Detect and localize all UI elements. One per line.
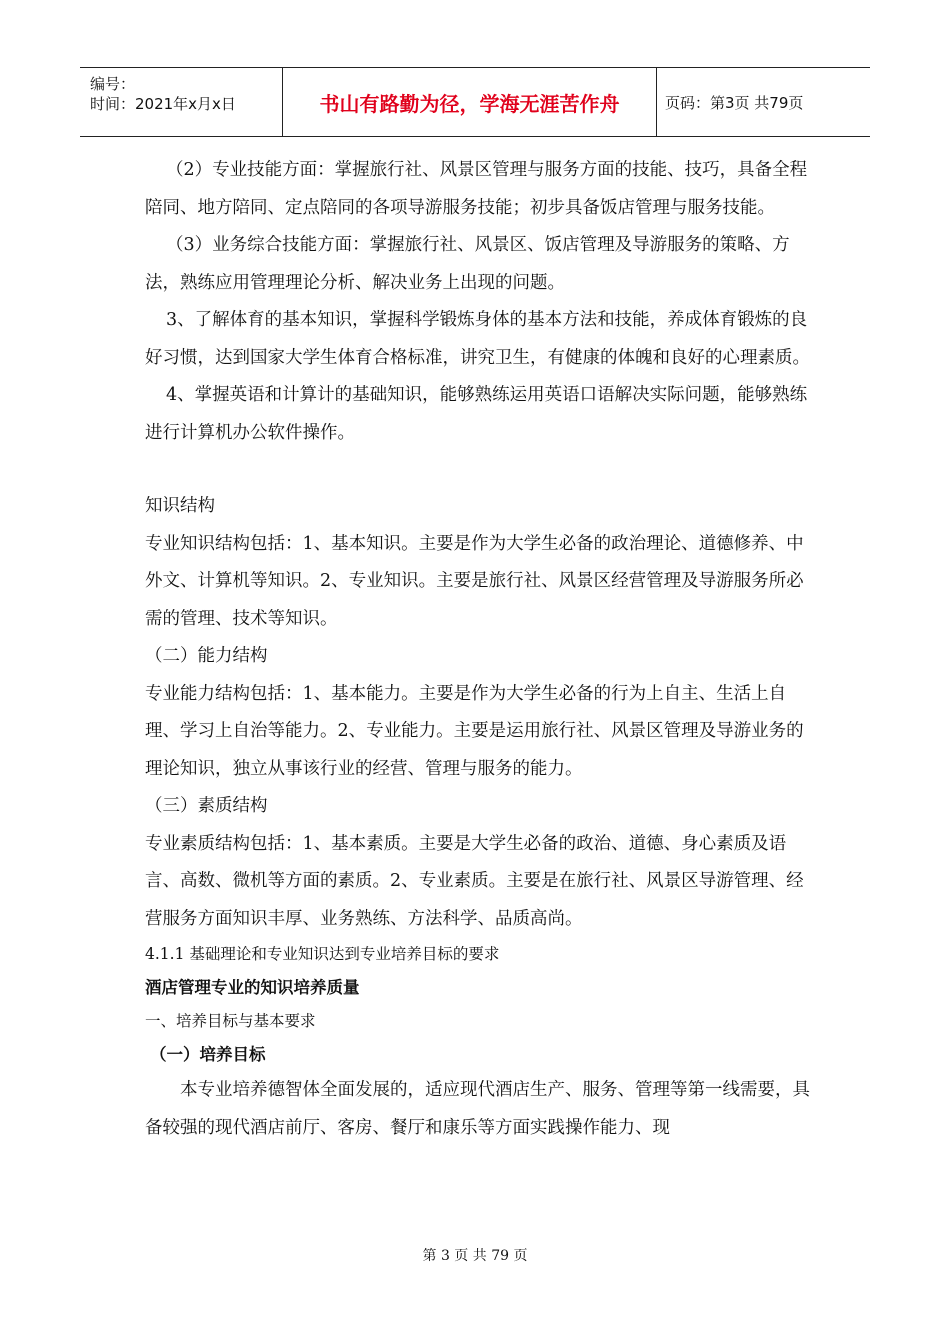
paragraph-english: 4、掌握英语和计算计的基础知识，能够熟练运用英语口语解决实际问题，能够熟练进行计算机办公软件操作。 — [145, 385, 808, 443]
header-motto-cell — [282, 68, 657, 136]
paragraph-sports: 3、了解体育的基本知识，掌握科学锻炼身体的基本方法和技能，养成体育锻炼的良好习惯，达到国家大学生体育合格标准，讲究卫生，有健康的体魄和良好的心理素质。 — [145, 310, 810, 368]
page-footer — [0, 1245, 950, 1265]
heading-411: 4.1.1 基础理论和专业知识达到专业培养目标的要求 — [145, 945, 500, 963]
spacer — [145, 452, 813, 488]
paragraph-ability: 专业能力结构包括：1、基本能力。主要是作为大学生必备的行为上自主、生活上自理、学习上自治等能力。2、专业能力。主要是运用旅行社、风景区管理及导游业务的理论知识，独立从事该行业的经营、管理与服务的能力。 — [145, 683, 804, 779]
motto-text: 书山有路勤为径，学海无涯苦作舟 — [319, 91, 620, 116]
number-label: 编号： — [90, 75, 136, 93]
heading-hotel: 酒店管理专业的知识培养质量 — [145, 978, 360, 997]
document-body — [145, 152, 813, 1147]
header-page-info — [657, 68, 870, 136]
paragraph-knowledge: 专业知识结构包括：1、基本知识。主要是作为大学生必备的政治理论、道德修养、中外文、计算机等知识。2、专业知识。主要是旅行社、风景区经营管理及导游服务所必需的管理、技术等知识。 — [145, 533, 804, 629]
paragraph-business: （3）业务综合技能方面：掌握旅行社、风景区、饭店管理及导游服务的策略、方法，熟练应用管理理论分析、解决业务上出现的问题。 — [145, 235, 790, 293]
page-header — [80, 67, 870, 137]
header-meta — [80, 68, 282, 136]
page-info-text: 页码：第3页 共79页 — [665, 93, 804, 112]
heading-knowledge: 知识结构 — [145, 496, 215, 516]
heading-quality: （三）素质结构 — [145, 796, 268, 816]
date-label: 时间：2021年x月x日 — [90, 95, 236, 113]
paragraph-quality: 专业素质结构包括：1、基本素质。主要是大学生必备的政治、道德、身心素质及语言、高数、微机等方面的素质。2、专业素质。主要是在旅行社、风景区导游管理、经营服务方面知识丰厚、业务熟练、方法科学、品质高尚。 — [145, 833, 804, 929]
heading-goals-requirements: 一、培养目标与基本要求 — [145, 1012, 316, 1030]
heading-ability: （二）能力结构 — [145, 646, 268, 666]
paragraph-goal: 本专业培养德智体全面发展的，适应现代酒店生产、服务、管理等第一线需要，具备较强的现代酒店前厅、客房、餐厅和康乐等方面实践操作能力、现 — [145, 1080, 810, 1138]
paragraph-skill: （2）专业技能方面：掌握旅行社、风景区管理与服务方面的技能、技巧，具备全程陪同、地方陪同、定点陪同的各项导游服务技能；初步具备饭店管理与服务技能。 — [145, 160, 808, 218]
footer-page-number: 第 3 页 共 79 页 — [422, 1248, 528, 1264]
heading-goal: （一）培养目标 — [149, 1045, 266, 1064]
